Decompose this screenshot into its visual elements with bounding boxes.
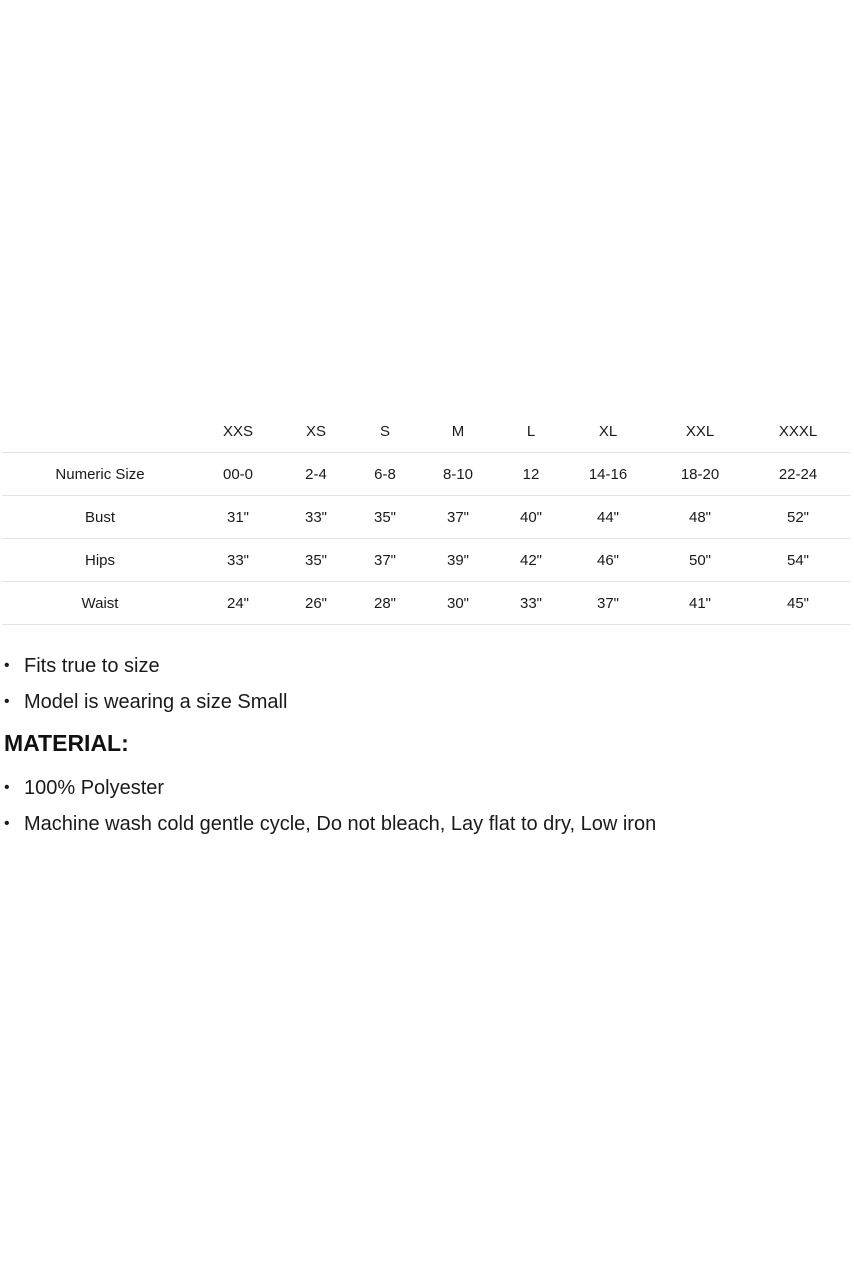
table-cell: 50" — [654, 539, 746, 582]
row-label: Waist — [2, 582, 198, 625]
table-cell: 39" — [416, 539, 500, 582]
size-header-s: S — [354, 410, 416, 453]
size-header-l: L — [500, 410, 562, 453]
table-cell: 8-10 — [416, 453, 500, 496]
table-cell: 12 — [500, 453, 562, 496]
table-cell: 26" — [278, 582, 354, 625]
row-label: Hips — [2, 539, 198, 582]
table-cell: 28" — [354, 582, 416, 625]
table-cell: 41" — [654, 582, 746, 625]
table-cell: 37" — [416, 496, 500, 539]
table-cell: 48" — [654, 496, 746, 539]
size-header-xl: XL — [562, 410, 654, 453]
size-header-xxl: XXL — [654, 410, 746, 453]
size-header-xxxl: XXXL — [746, 410, 850, 453]
material-list — [4, 770, 844, 842]
table-cell: 6-8 — [354, 453, 416, 496]
table-cell: 35" — [278, 539, 354, 582]
row-label: Numeric Size — [2, 453, 198, 496]
fit-notes-list — [4, 648, 844, 720]
table-cell: 46" — [562, 539, 654, 582]
table-cell: 22-24 — [746, 453, 850, 496]
table-cell: 37" — [354, 539, 416, 582]
table-cell: 24" — [198, 582, 278, 625]
table-cell: 33" — [500, 582, 562, 625]
table-cell: 44" — [562, 496, 654, 539]
header-corner-cell — [2, 410, 198, 453]
size-header-xxs: XXS — [198, 410, 278, 453]
material-heading: MATERIAL: — [4, 730, 129, 756]
list-item: • 100% Polyester — [4, 770, 844, 806]
size-header-row — [2, 410, 850, 453]
list-item: • Fits true to size — [4, 648, 844, 684]
row-label: Bust — [2, 496, 198, 539]
table-cell: 52" — [746, 496, 850, 539]
table-cell: 33" — [278, 496, 354, 539]
table-cell: 14-16 — [562, 453, 654, 496]
table-cell: 31" — [198, 496, 278, 539]
table-cell: 33" — [198, 539, 278, 582]
table-cell: 37" — [562, 582, 654, 625]
size-header-m: M — [416, 410, 500, 453]
size-chart-table — [2, 410, 850, 625]
table-cell: 40" — [500, 496, 562, 539]
table-cell: 35" — [354, 496, 416, 539]
size-header-xs: XS — [278, 410, 354, 453]
table-cell: 2-4 — [278, 453, 354, 496]
table-row-hips — [2, 539, 850, 582]
table-cell: 00-0 — [198, 453, 278, 496]
table-row-numeric-size — [2, 453, 850, 496]
table-cell: 42" — [500, 539, 562, 582]
table-row-waist — [2, 582, 850, 625]
table-cell: 54" — [746, 539, 850, 582]
table-cell: 18-20 — [654, 453, 746, 496]
product-details — [4, 648, 844, 842]
table-cell: 30" — [416, 582, 500, 625]
list-item: • Machine wash cold gentle cycle, Do not bleach, Lay flat to dry, Low iron — [4, 806, 844, 842]
table-row-bust — [2, 496, 850, 539]
table-cell: 45" — [746, 582, 850, 625]
list-item: • Model is wearing a size Small — [4, 684, 844, 720]
